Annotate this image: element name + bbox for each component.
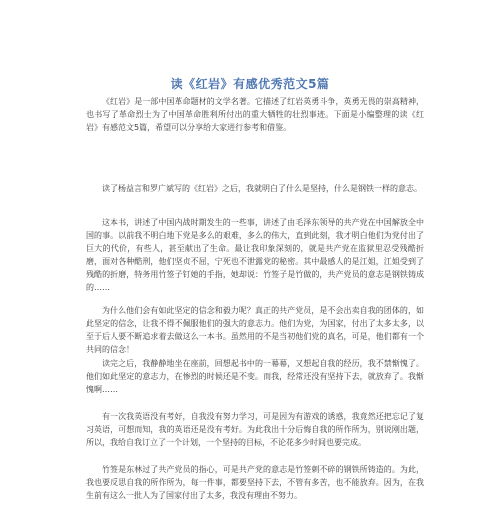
intro-paragraph: 《红岩》是一部中国革命题材的文学名著。它描述了红岩英勇斗争，英勇无畏的崇高精神，也书写了革命烈士为了中国革命胜利所付出的重大牺牲的壮烈事迹。下面是小编整理的读《红岩》有感范文5篇，希望可以分享给大家进行参考和借鉴。 — [86, 97, 424, 132]
body-paragraph: 竹签是东林过了共产党员的指心，可是共产党的意志是竹签刺不碎的钢铁所铸造的。为此，我也要反思自我的所作所为，每一件事，都要坚持下去，不管有多苦，也不能放弃。因为，在我生前有这么一批人为了国家付出了太多，我没有理由不努力。 — [86, 465, 424, 500]
body-paragraph: 读了杨益言和罗广斌写的《红岩》之后，我就明白了什么是坚持，什么是钢铁一样的意志。 — [102, 184, 422, 193]
body-paragraph: 这本书，讲述了中国内战时期发生的一些事，讲述了由毛泽东领导的共产党在中国解放全中国的事。以前我不明白地下党是多么的艰难，多么的伟大，直到此刻，我才明白他们为党付出了巨大的代价，有些人，甚至献出了生命。最让我印象深刻的，就是共产党在监狱里忍受残酷折磨，面对各种酷刑，他们坚贞不屈，宁死也不泄露党的秘密。其中最感人的是江姐，江姐受到了残酷的折磨，特务用竹签子钉她的手指，她却说：竹签子是竹做的，共产党员的意志是钢铁铸成的…… — [86, 218, 424, 292]
body-paragraph: 有一次我英语没有考好，自我没有努力学习，可是因为有游戏的诱惑，我竟然还把忘记了复习英语，可想而知，我的英语还是没有考好。为此我出十分后悔自我的所作所为，别说刚出题，所以，我给自我订立了一个计划，一个坚持的目标，不论花多少时间也要完成。 — [86, 412, 424, 447]
body-paragraph: 为什么他们会有如此坚定的信念和毅力呢？真正的共产党员，是不会出卖自我的团体的，如此坚定的信念，让我不得不佩服他们的强大的意志力。他们为党，为国家，付出了太多太多，以至于后人要不断追求着去做这么一本书。虽然用的不是当初他们党的真名，可是，他们都有一个共同的信念！ — [86, 306, 424, 354]
body-paragraph: 读完之后，我静静地坐在座前，回想起书中的一幕幕，又想起自我的经历，我不禁惭愧了。他们如此坚定的意志力，在惨烈的时候还是不变。而我，经常还没有坚持下去，就放弃了。我惭愧啊…… — [86, 359, 424, 394]
document-title: 读《红岩》有感优秀范文5篇 — [170, 77, 330, 91]
